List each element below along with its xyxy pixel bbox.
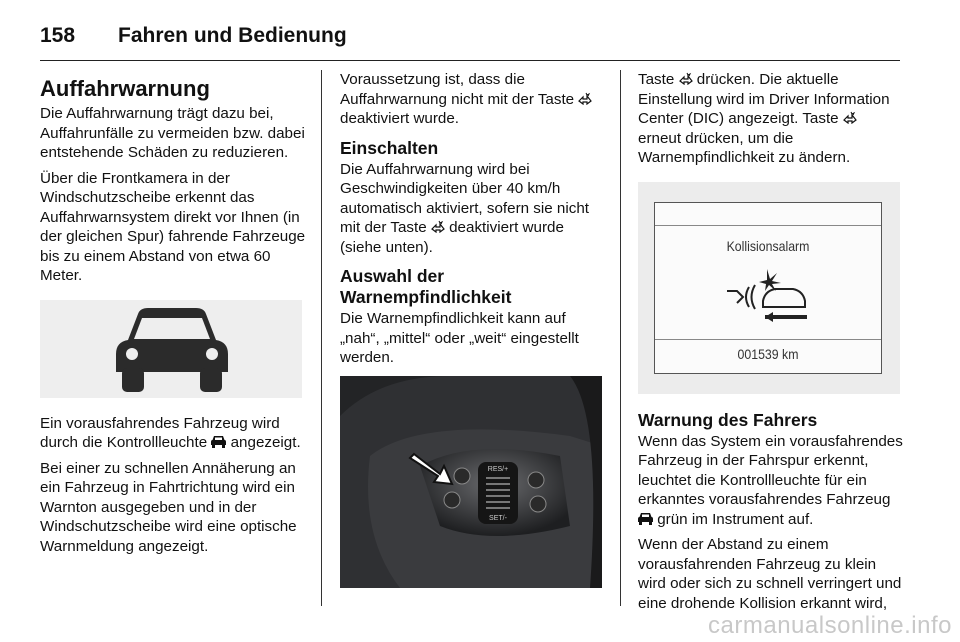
paragraph: Taste drücken. Die aktuelle Einstellung wird im Driver Information Center (DIC) angezeigt. Taste erneut drücken, um die Warnempfindlichkeit zu ändern. [638, 71, 890, 166]
section-heading-einschalten: Einschalten [340, 137, 439, 158]
paragraph: Bei einer zu schnellen Annäherung an ein Fahrzeug in Fahrtrichtung wird ein Warnton ausgegeben und in der Windschutzscheibe wird eine optische Warnmeldung angezeigt. [40, 459, 297, 555]
collision-alert-button-icon [679, 72, 693, 85]
column-divider [321, 70, 322, 606]
collision-alert-button-icon [578, 92, 592, 105]
paragraph: Die Auffahrwarnung trägt dazu bei, Auffahrunfälle zu vermeiden bzw. dabei entstehende Schäden zu reduzieren. [40, 105, 305, 161]
page-number: 158 [40, 24, 76, 47]
page-header [40, 18, 920, 58]
dic-display-figure [638, 182, 900, 394]
paragraph: Wenn das System ein vorausfahrendes Fahrzeug in der Fahrspur erkennt, leuchtet die Kontrollleuchte für ein erkanntes vorausfahrendes Fahrzeug grün im Instrument auf. [638, 432, 903, 528]
section-heading-auswahl: Auswahl der Warnempfindlichkeit [340, 266, 512, 307]
steering-wheel-controls-image [340, 376, 602, 588]
section-heading-warnung: Warnung des Fahrers [638, 409, 818, 430]
collision-alert-button-icon [843, 111, 857, 124]
dic-odometer: 001539 km [737, 345, 799, 362]
header-rule [40, 60, 900, 61]
paragraph: Die Auffahrwarnung wird bei Geschwindigkeiten über 40 km/h automatisch aktiviert, sofern sie nicht mit der Taste deaktiviert wurde (siehe unten). [340, 160, 590, 256]
column-2 [340, 70, 606, 588]
page-title: Fahren und Bedienung [118, 24, 347, 47]
vehicle-ahead-icon [110, 306, 234, 394]
watermark: carmanualsonline.info [708, 612, 952, 639]
wheel-label-set: SET/- [489, 514, 507, 522]
vehicle-ahead-icon [638, 512, 653, 525]
collision-alert-icon [723, 267, 813, 323]
vehicle-ahead-icon [211, 435, 226, 448]
paragraph: Wenn der Abstand zu einem vorausfahrenden Fahrzeug zu klein wird oder sich zu schnell verringert und eine drohende Kollision erkannt wird, [638, 536, 902, 612]
column-1 [40, 70, 308, 562]
wheel-label-res: RES/+ [487, 465, 509, 473]
paragraph: Voraussetzung ist, dass die Auffahrwarnung nicht mit der Taste deaktiviert wurde. [340, 70, 606, 129]
column-divider [620, 70, 621, 606]
column-3 [638, 70, 904, 619]
dic-title: Kollisionsalarm [726, 237, 810, 254]
car-indicator-figure [40, 300, 302, 398]
dic-display [654, 202, 882, 374]
section-heading-auffahrwarnung: Auffahrwarnung [40, 76, 210, 101]
paragraph: Ein vorausfahrendes Fahrzeug wird durch die Kontrollleuchte angezeigt. [40, 414, 301, 451]
paragraph: Die Warnempfindlichkeit kann auf „nah“, „mittel“ oder „weit“ eingestellt werden. [340, 310, 579, 366]
paragraph: Über die Frontkamera in der Windschutzscheibe erkennt das Auffahrwarnsystem direkt vor Ihnen (in der gleichen Spur) fahrende Fahrzeuge bis zu einem Abstand von etwa 60 Meter. [40, 169, 306, 284]
collision-alert-button-icon [431, 220, 445, 233]
steering-wheel-figure [340, 376, 602, 588]
